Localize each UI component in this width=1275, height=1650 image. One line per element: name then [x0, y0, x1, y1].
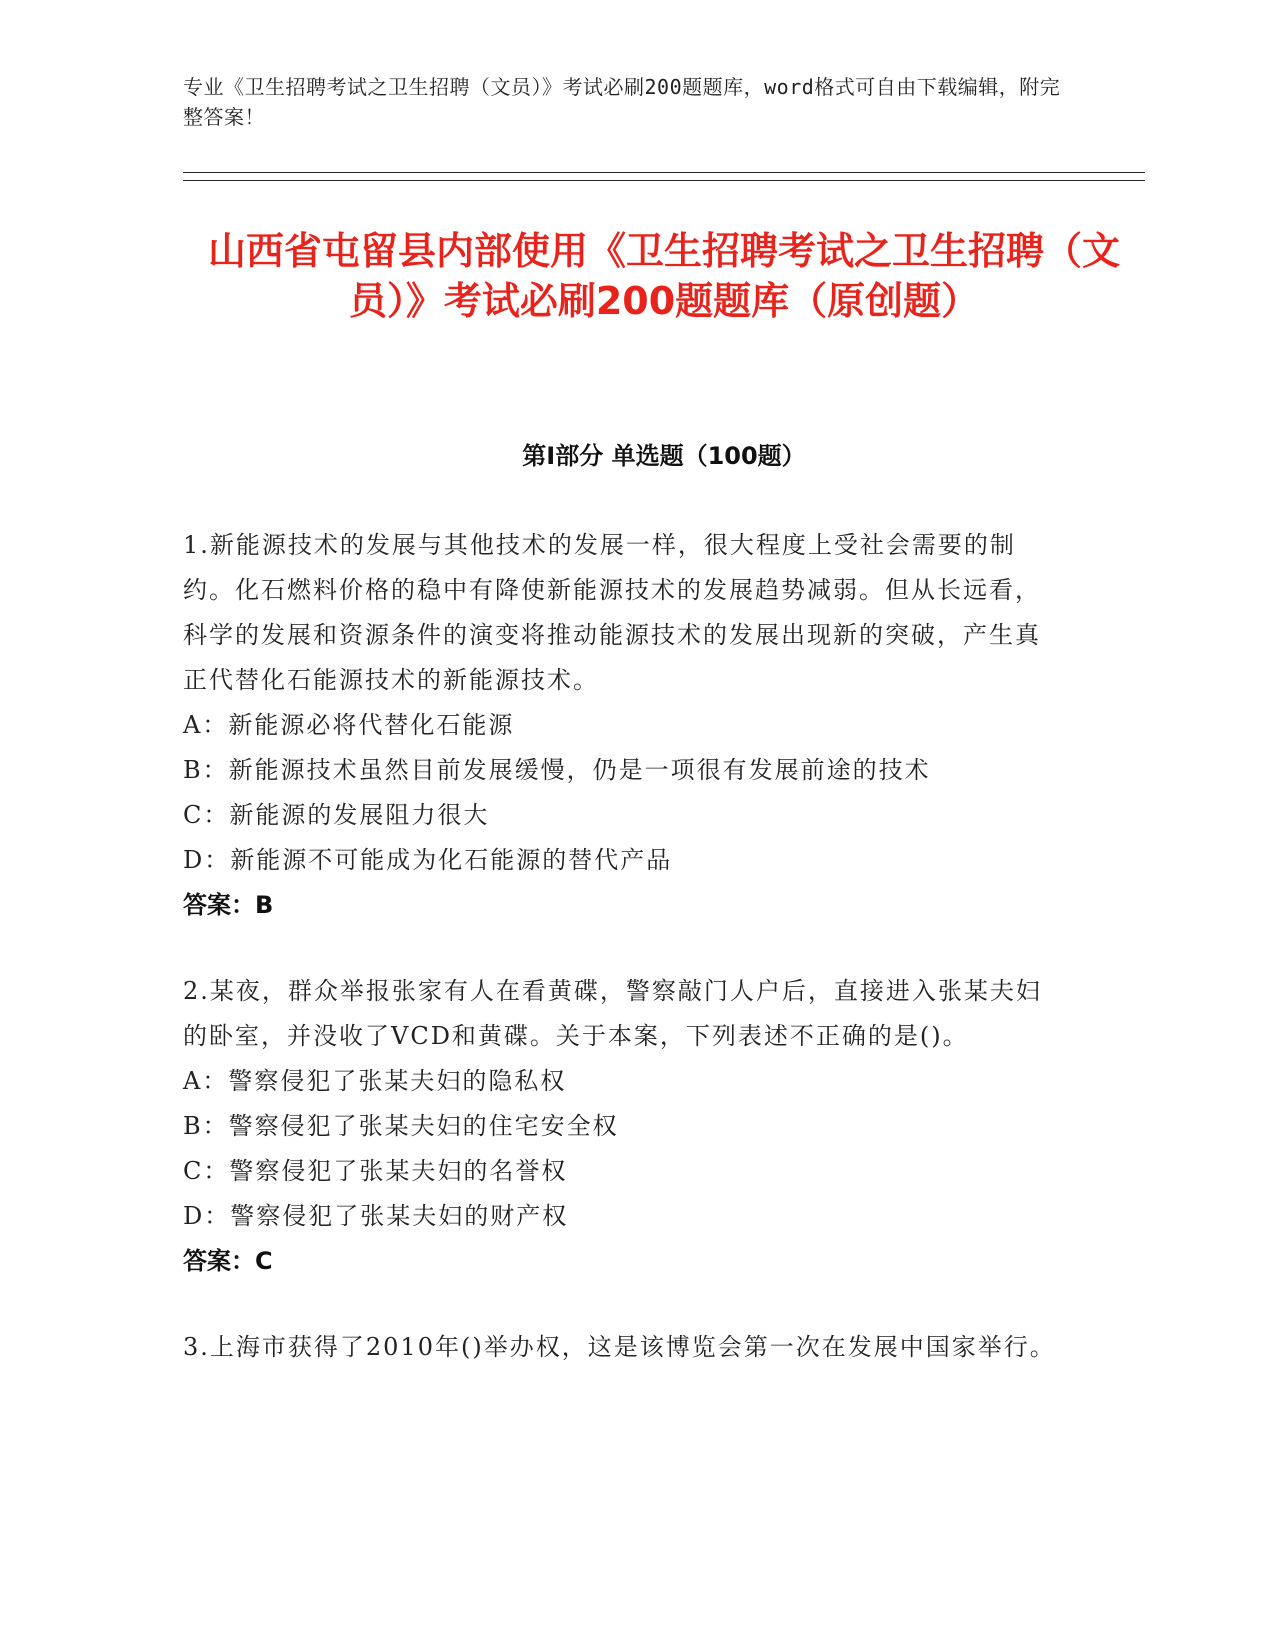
header-note: 专业《卫生招聘考试之卫生招聘（文员）》考试必刷200题题库，word格式可自由下载编辑，附完整答案！	[183, 75, 1061, 129]
header-divider-bottom	[183, 180, 1145, 181]
option-d: D：新能源不可能成为化石能源的替代产品	[183, 846, 673, 874]
header-divider-top	[183, 172, 1145, 173]
answer: 答案：C	[183, 1247, 273, 1275]
option-d: D：警察侵犯了张某夫妇的财产权	[183, 1202, 569, 1230]
answer: 答案：B	[183, 891, 274, 919]
question-1	[183, 523, 1063, 928]
question-2	[183, 969, 1063, 1284]
question-stem: 1.新能源技术的发展与其他技术的发展一样，很大程度上受社会需要的制约。化石燃料价格的稳中有降使新能源技术的发展趋势减弱。但从长远看，科学的发展和资源条件的演变将推动能源技术的发展出现新的突破，产生真正代替化石能源技术的新能源技术。	[183, 531, 1041, 694]
question-3	[183, 1325, 1063, 1370]
option-b: B：警察侵犯了张某夫妇的住宅安全权	[183, 1112, 619, 1140]
question-stem: 2.某夜，群众举报张家有人在看黄碟，警察敲门人户后，直接进入张某夫妇的卧室，并没收了VCD和黄碟。关于本案，下列表述不正确的是()。	[183, 977, 1042, 1050]
question-stem: 3.上海市获得了2010年()举办权，这是该博览会第一次在发展中国家举行。	[183, 1333, 1056, 1361]
option-a: A：新能源必将代替化石能源	[183, 711, 515, 739]
section-title: 第Ⅰ部分 单选题（100题）	[522, 442, 806, 470]
option-c: C：新能源的发展阻力很大	[183, 801, 490, 829]
option-c: C：警察侵犯了张某夫妇的名誉权	[183, 1157, 568, 1185]
option-a: A：警察侵犯了张某夫妇的隐私权	[183, 1067, 567, 1095]
option-b: B：新能源技术虽然目前发展缓慢，仍是一项很有发展前途的技术	[183, 756, 931, 784]
page-title: 山西省屯留县内部使用《卫生招聘考试之卫生招聘（文员）》考试必刷200题题库（原创题）	[207, 229, 1120, 323]
question-list	[183, 523, 1063, 1411]
